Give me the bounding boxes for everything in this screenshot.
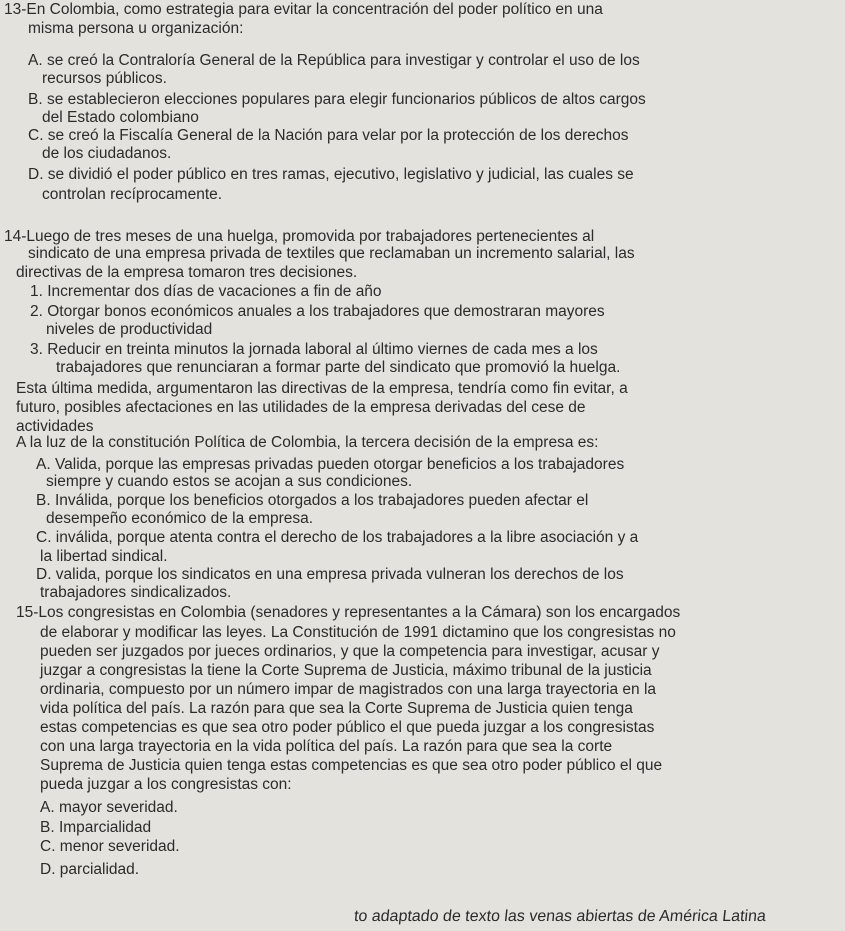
q14-option-d-line-1: D. valida, porque los sindicatos en una empresa privada vulneran los derechos de los [36,566,624,583]
q15-option-b: B. Imparcialidad [40,819,152,836]
q13-option-d-line-1: D. se dividió el poder público en tres ramas, ejecutivo, legislativo y judicial, las cuales se [28,166,634,183]
q15-stem-line-1: 15-Los congresistas en Colombia (senadores y representantes a la Cámara) son los encargados [16,604,681,621]
q13-option-c-line-2: de los ciudadanos. [42,145,172,162]
q13-option-a-line-1: A. se creó la Contraloría General de la República para investigar y controlar el uso de los [28,52,640,69]
q14-stem-line-3: directivas de la empresa tomaron tres decisiones. [16,264,358,281]
q15-stem-line-7: estas competencias es que sea otro poder público el que pueda juzgar a los congresistas [40,719,655,736]
q14-option-b-line-1: B. Inválida, porque los beneficios otorgados a los trabajadores pueden afectar el [36,492,589,509]
q15-stem-line-2: de elaborar y modificar las leyes. La Constitución de 1991 dictamino que los congresistas no [40,624,676,641]
q14-decision-1: 1. Incrementar dos días de vacaciones a fin de año [30,283,382,300]
q14-option-d-line-2: trabajadores sindicalizados. [40,584,232,601]
q13-option-a-line-2: recursos públicos. [42,70,167,87]
q15-option-a: A. mayor severidad. [40,799,178,816]
q14-option-c-line-2: la libertad sindical. [40,548,168,565]
q13-stem-line-1: 13-En Colombia, como estrategia para evitar la concentración del poder político en una [4,1,603,18]
q15-stem-line-6: vida política del país. La razón para que sea la Corte Suprema de Justicia quien tenga [40,700,633,717]
q14-option-c-line-1: C. inválida, porque atenta contra el derecho de los trabajadores a la libre asociación y a [36,529,639,546]
q14-stem-line-2: sindicato de una empresa privada de textiles que reclamaban un incremento salarial, las [28,245,635,262]
q14-stem-line-1: 14-Luego de tres meses de una huelga, promovida por trabajadores pertenecientes al [4,228,595,245]
q14-argument-line-3: actividades [16,418,94,435]
source-footnote: to adaptado de texto las venas abiertas de América Latina [353,908,767,925]
q15-option-c: C. menor severidad. [40,838,180,855]
q15-stem-line-8: con una larga trayectoria en la vida política del país. La razón para que sea la corte [40,738,613,755]
q14-decision-3-line-2: trabajadores que renunciaran a formar parte del sindicato que promovió la huelga. [56,359,621,376]
q15-stem-line-4: juzgar a congresistas la tiene la Corte Suprema de Justicia, máximo tribunal de la justicia [40,662,652,679]
q14-argument-line-2: futuro, posibles afectaciones en las utilidades de la empresa derivadas del cese de [16,399,586,416]
q14-option-a-line-2: siempre y cuando estos se acojan a sus condiciones. [46,473,413,490]
q15-stem-line-5: ordinaria, compuesto por un número impar de magistrados con una larga trayectoria en la [40,681,657,698]
q13-option-b-line-1: B. se establecieron elecciones populares para elegir funcionarios públicos de altos cargos [28,91,646,108]
q15-option-d: D. parcialidad. [40,861,140,878]
q13-stem-line-2: misma persona u organización: [28,20,244,37]
q13-option-c-line-1: C. se creó la Fiscalía General de la Nación para velar por la protección de los derechos [28,127,629,144]
q15-stem-line-3: pueden ser juzgados por jueces ordinarios, y que la competencia para investigar, acusar y [40,643,660,660]
q15-stem-line-9: Suprema de Justicia quien tenga estas competencias es que sea otro poder público el que [40,757,663,774]
q15-stem-line-10: pueda juzgar a los congresistas con: [40,776,292,793]
q14-argument-line-1: Esta última medida, argumentaron las directivas de la empresa, tendría como fin evitar, a [16,380,628,397]
q14-decision-2-line-1: 2. Otorgar bonos económicos anuales a los trabajadores que demostraran mayores [30,303,605,320]
q13-option-b-line-2: del Estado colombiano [42,109,199,126]
q14-decision-3-line-1: 3. Reducir en treinta minutos la jornada laboral al último viernes de cada mes a los [30,341,598,358]
q14-question: A la luz de la constitución Política de Colombia, la tercera decisión de la empresa es: [16,434,599,451]
q14-option-a-line-1: A. Valida, porque las empresas privadas pueden otorgar beneficios a los trabajadores [36,456,625,473]
q14-decision-2-line-2: niveles de productividad [46,321,213,338]
q14-option-b-line-2: desempeño económico de la empresa. [46,510,314,527]
q13-option-d-line-2: controlan recíprocamente. [42,186,223,203]
